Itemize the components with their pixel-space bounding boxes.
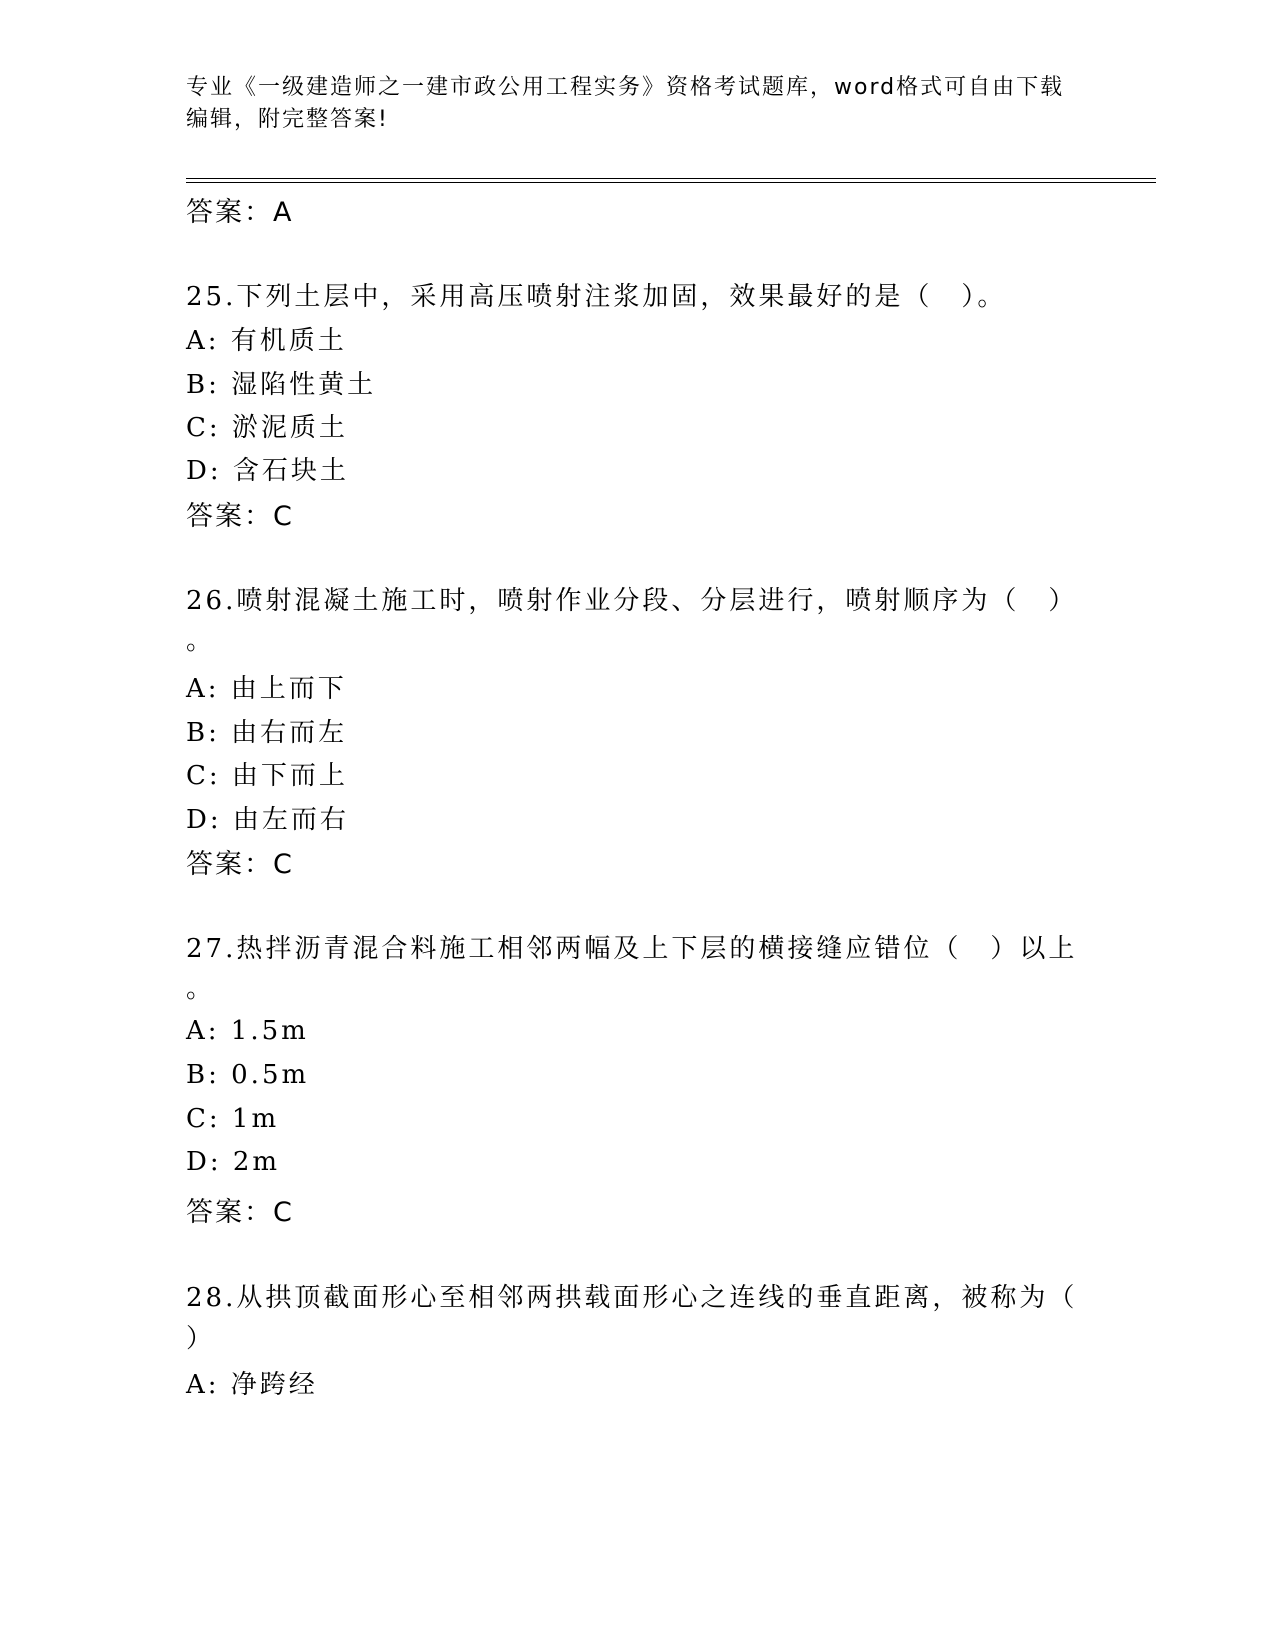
question-28-stem-continuation: ） (186, 1324, 213, 1354)
question-27-option-a: A: 1.5m (186, 1016, 309, 1046)
question-25-answer: 答案：C (186, 501, 294, 532)
question-26-answer: 答案：C (186, 849, 294, 880)
question-25-option-b: B: 湿陷性黄土 (186, 370, 377, 400)
question-27-stem-continuation: 。 (186, 974, 213, 1004)
question-26-option-a: A: 由上而下 (186, 674, 347, 704)
answer-prev-question: 答案：A (186, 197, 294, 228)
header-divider-line (186, 178, 1156, 179)
question-27-option-d: D: 2m (186, 1147, 281, 1177)
question-26-stem-continuation: 。 (186, 626, 213, 656)
question-27-answer: 答案：C (186, 1197, 294, 1228)
question-26-option-c: C: 由下而上 (186, 761, 348, 791)
question-27-stem: 27.热拌沥青混合料施工相邻两幅及上下层的横接缝应错位（ ）以上 (186, 934, 1078, 964)
question-26-stem: 26.喷射混凝土施工时，喷射作业分段、分层进行，喷射顺序为（ ） (186, 586, 1078, 616)
question-28-option-a: A: 净跨经 (186, 1370, 318, 1400)
question-25-option-a: A: 有机质土 (186, 326, 347, 356)
question-26-option-d: D: 由左而右 (186, 805, 349, 835)
question-26-option-b: B: 由右而左 (186, 718, 348, 748)
question-27-option-b: B: 0.5m (186, 1060, 310, 1090)
question-25-option-d: D: 含石块土 (186, 456, 349, 486)
question-27-option-c: C: 1m (186, 1104, 280, 1134)
document-header: 专业《一级建造师之一建市政公用工程实务》资格考试题库，word格式可自由下载编辑，附完整答案! (186, 75, 1065, 132)
header-divider-line-secondary (186, 182, 1156, 183)
question-28-stem: 28.从拱顶截面形心至相邻两拱载面形心之连线的垂直距离，被称为（ (186, 1283, 1078, 1313)
question-25-stem: 25.下列土层中，采用高压喷射注浆加固，效果最好的是（ ）。 (186, 282, 1007, 312)
question-25-option-c: C: 淤泥质土 (186, 413, 348, 443)
